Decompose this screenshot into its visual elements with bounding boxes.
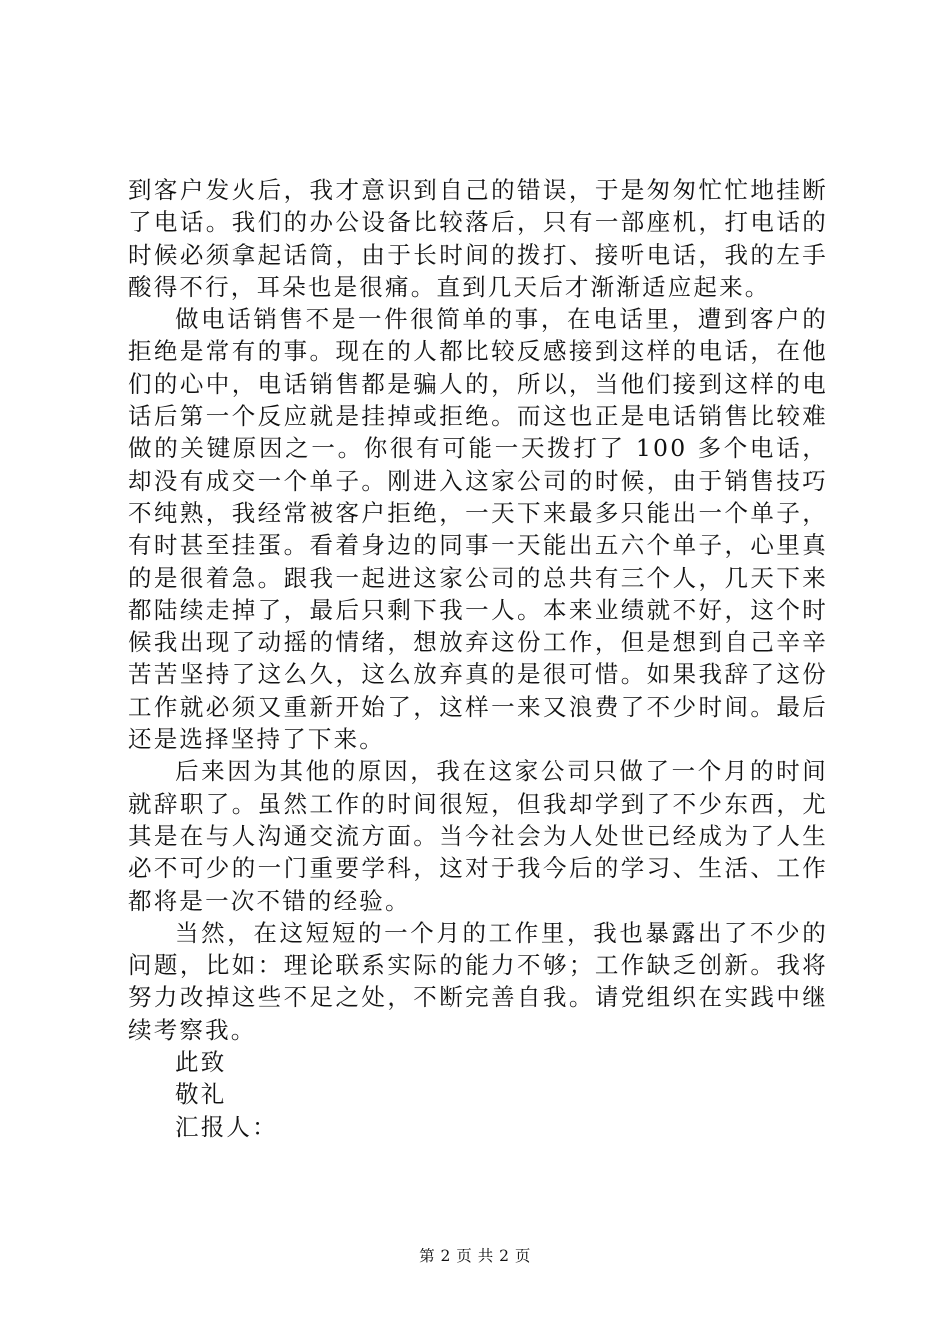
reporter-signature-label: 汇报人： <box>175 1112 278 1141</box>
document-body <box>128 174 828 1143</box>
paragraph-self-reflection: 当然，在这短短的一个月的工作里，我也暴露出了不少的问题，比如：理论联系实际的能力不够；工作缺乏创新。我将努力改掉这些不足之处，不断完善自我。请党组织在实践中继续考察我。 <box>128 918 828 1044</box>
page-number-footer: 第 2 页 共 2 页 <box>419 1247 531 1265</box>
closing-regards: 敬礼 <box>175 1080 227 1109</box>
closing-salutation: 此致 <box>175 1048 227 1077</box>
paragraph-phone-sales: 做电话销售不是一件很简单的事，在电话里，遭到客户的拒绝是常有的事。现在的人都比较反感接到这样的电话，在他们的心中，电话销售都是骗人的，所以，当他们接到这样的电话后第一个反应就是挂掉或拒绝。而这也正是电话销售比较难做的关键原因之一。你很有可能一天拨打了 100 多个电话，却没有成交一个单子。刚进入这家公司的时候，由于销售技巧不纯熟，我经常被客户拒绝，一天下来最多只能出一个单子，有时甚至挂蛋。看着身边的同事一天能出五六个单子，心里真的是很着急。跟我一起进这家公司的总共有三个人，几天下来都陆续走掉了，最后只剩下我一人。本来业绩就不好，这个时候我出现了动摇的情绪，想放弃这份工作，但是想到自己辛辛苦苦坚持了这么久，这么放弃真的是很可惜。如果我辞了这份工作就必须又重新开始了，这样一来又浪费了不少时间。最后还是选择坚持了下来。 <box>128 305 828 754</box>
paragraph-continuation: 到客户发火后，我才意识到自己的错误，于是匆匆忙忙地挂断了电话。我们的办公设备比较落后，只有一部座机，打电话的时候必须拿起话筒，由于长时间的拨打、接听电话，我的左手酸得不行，耳朵也是很痛。直到几天后才渐渐适应起来。 <box>128 176 828 301</box>
paragraph-resignation: 后来因为其他的原因，我在这家公司只做了一个月的时间就辞职了。虽然工作的时间很短，但我却学到了不少东西，尤其是在与人沟通交流方面。当今社会为人处世已经成为了人生必不可少的一门重要学科，这对于我今后的学习、生活、工作都将是一次不错的经验。 <box>128 757 828 915</box>
